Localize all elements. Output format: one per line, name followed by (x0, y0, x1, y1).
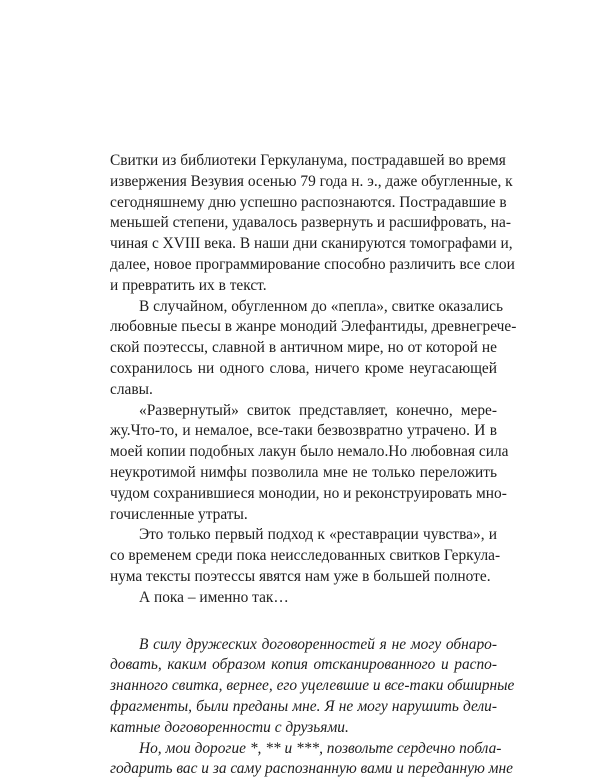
paragraph-elephantis-scroll (110, 297, 517, 401)
text-line: извержения Везувия осенью 79 года н. э., даже обугленные, к (110, 172, 513, 190)
text-line: знанного свитка, вернее, его уцелевшие и все-таки обширные (110, 677, 515, 695)
section-gap (110, 609, 497, 635)
text-line: чиная с XVIII века. В наши дни сканируются томографами и, (110, 235, 513, 253)
text-line: довать, каким образом копия отсканированного и распо- (110, 656, 497, 674)
text-line: В силу дружеских договоренностей я не могу обнаро- (139, 635, 497, 653)
text-line: Это только первый подход к «реставрации чувства», и (139, 526, 497, 544)
text-line: чудом сохранившиеся монодии, но и реконструировать мно- (110, 484, 507, 502)
italic-paragraph-agreements (110, 635, 515, 739)
paragraph-herculaneum-scrolls (110, 151, 515, 297)
text-line: Свитки из библиотеки Геркуланума, пострадавшей во время (110, 152, 506, 169)
text-line: В случайном, обугленном до «пепла», свитке оказались (139, 297, 504, 315)
body-text (110, 151, 517, 780)
text-line: далее, новое программирование способно различить все слои (110, 255, 515, 273)
italic-paragraph-thanks (110, 739, 513, 780)
text-line: нума тексты поэтессы явятся нам уже в большей полноте. (110, 567, 491, 585)
paragraph-restoration (110, 525, 501, 587)
text-line: сегодняшнему дню успешно распознаются. Пострадавшие в (110, 193, 507, 211)
text-line: годарить вас и за саму распознанную вами и переданную мне (110, 760, 513, 778)
text-line: фрагменты, были преданы мне. Я не могу нарушить дели- (110, 697, 497, 715)
text-line: моей копии подобных лакун было немало.Но любовная сила (110, 443, 509, 461)
text-line: ской поэтессы, славной в античном мире, но от которой не (110, 339, 497, 357)
text-line: гочисленные утраты. (110, 505, 248, 523)
text-line: меньшей степени, удавалось развернуть и расшифровать, на- (110, 214, 511, 232)
text-line: и превратить их в текст. (110, 276, 267, 294)
paragraph-meanwhile (110, 588, 497, 609)
text-line: славы. (110, 380, 153, 398)
paragraph-unrolled-scroll (110, 401, 509, 526)
text-line: А пока – именно так… (139, 588, 289, 606)
text-line: неукротимой нимфы позволила мне не только переложить (110, 463, 497, 481)
text-line: катные договоренности с друзьями. (110, 718, 349, 736)
text-line: «Развернутый» свиток представляет, конечно, мере- (139, 401, 497, 419)
text-line: Но, мои дорогие *, ** и ***, позвольте сердечно побла- (139, 739, 502, 757)
text-line: со временем среди пока неисследованных свитков Геркула- (110, 547, 501, 565)
text-line: сохранилось ни одного слова, ничего кроме неугасающей (110, 359, 497, 377)
text-line: любовные пьесы в жанре монодий Элефантиды, древнегрече- (110, 318, 517, 336)
text-line: жу.Что-то, и немалое, все-таки безвозвратно утрачено. И в (110, 422, 497, 440)
